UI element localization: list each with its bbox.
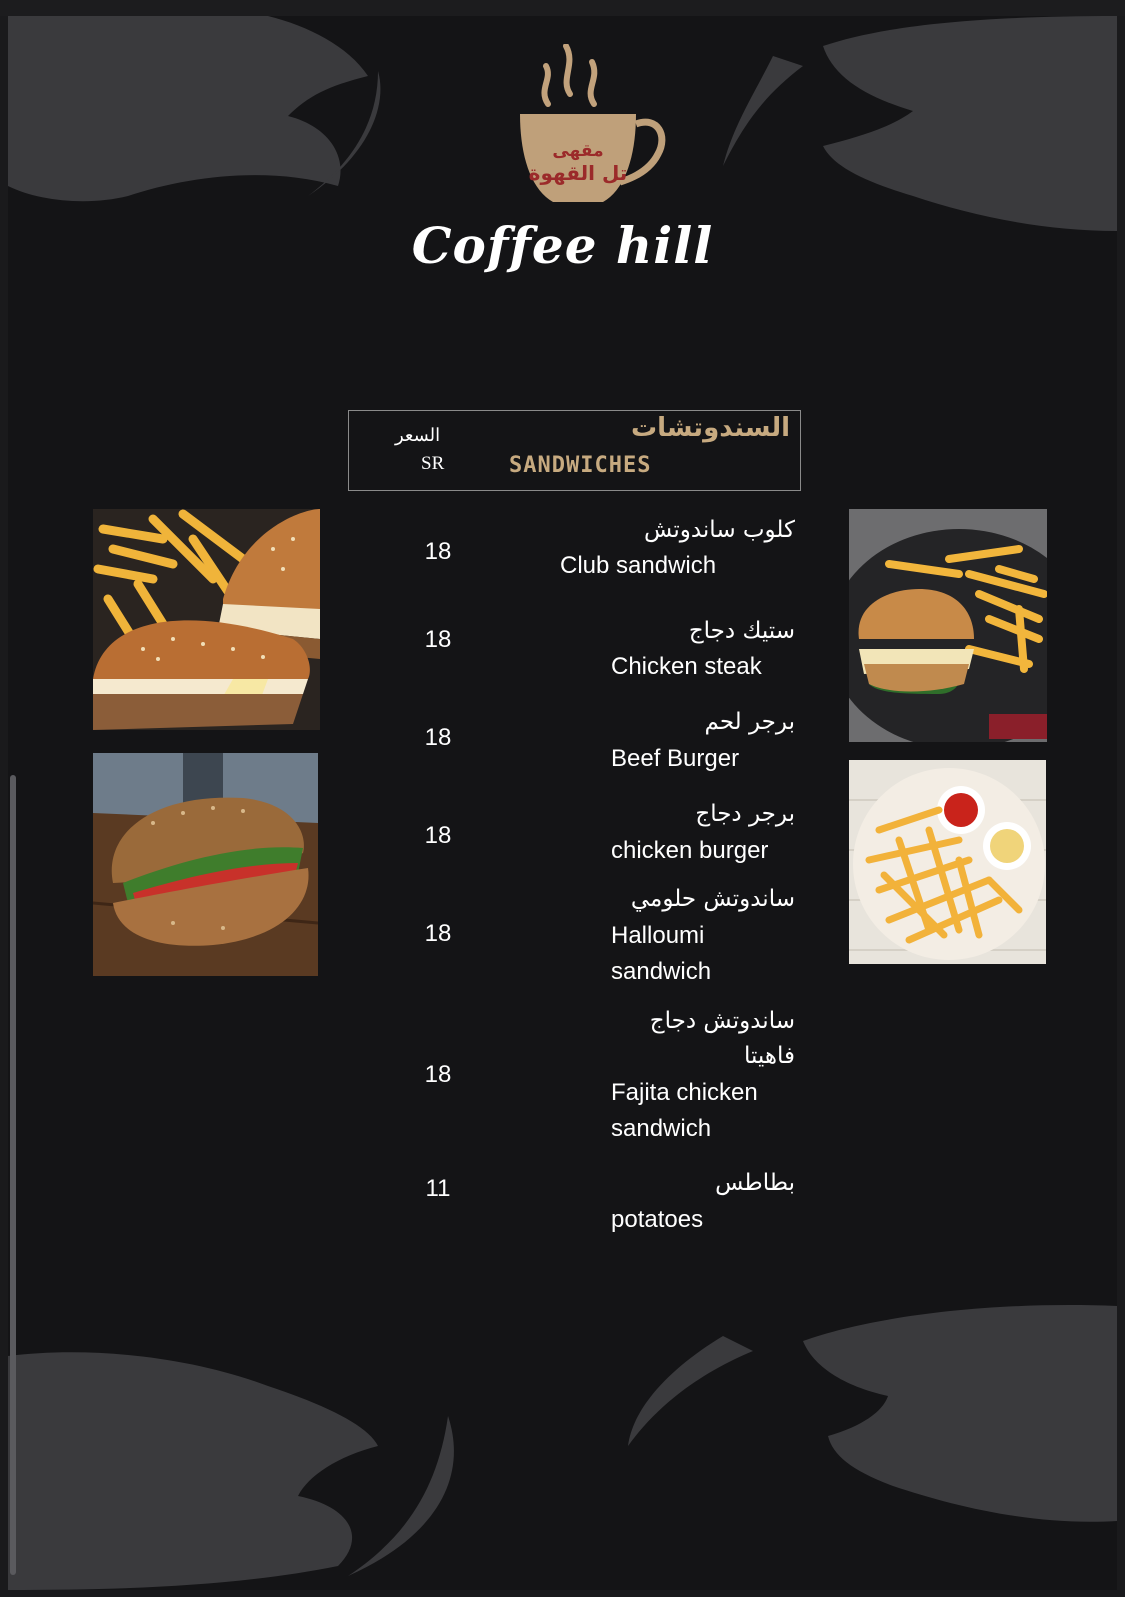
menu-item-name-english: Club sandwich <box>560 552 717 579</box>
section-header <box>348 410 801 491</box>
menu-item-price: 18 <box>424 920 452 947</box>
top-strip <box>0 0 1125 16</box>
menu-item-name-english: Halloumi sandwich <box>611 922 712 985</box>
brush-stroke-top-right <box>713 16 1117 236</box>
section-title-arabic: السندوتشات <box>630 413 790 443</box>
menu-item-price: 18 <box>424 822 452 849</box>
brush-stroke-top-left <box>8 16 408 216</box>
menu-item-name-arabic: بطاطس <box>715 1170 795 1196</box>
menu-item-name-arabic: برجر دجاج <box>695 801 795 827</box>
menu-item-name-arabic: برجر لحم <box>704 709 795 735</box>
menu-page <box>8 16 1117 1590</box>
menu-item-name-english: potatoes <box>611 1206 704 1233</box>
menu-item-name-english: chicken burger <box>611 837 769 864</box>
price-currency-label: SR <box>421 453 445 474</box>
menu-item-name-arabic: كلوب ساندوتش <box>644 517 795 543</box>
coffee-cup-logo <box>508 44 688 224</box>
menu-item-name-arabic: ستيك دجاج <box>688 618 795 644</box>
menu-item-name-arabic: ساندوتش حلومي <box>630 886 795 912</box>
menu-item-price: 11 <box>425 1175 451 1202</box>
club-sandwich-photo <box>93 509 320 730</box>
price-column-label: السعر <box>395 425 441 446</box>
menu-item-name-arabic: ساندوتش دجاج فاهيتا <box>649 1008 795 1069</box>
menu-item-name-english: Chicken steak <box>611 653 762 680</box>
section-title-english: SANDWICHES <box>509 453 652 478</box>
burger-with-fries-photo <box>849 509 1047 742</box>
svg-text:تل القهوة: تل القهوة <box>528 161 628 185</box>
brush-stroke-bottom-right <box>613 1296 1117 1536</box>
menu-item-name-english: Fajita chicken sandwich <box>611 1079 758 1142</box>
menu-item-price: 18 <box>424 724 452 751</box>
coffee-cup-icon <box>508 44 688 224</box>
sub-sandwich-photo <box>93 753 318 976</box>
svg-text:مقهى: مقهى <box>552 141 604 161</box>
brush-stroke-bottom-left <box>8 1326 488 1590</box>
fries-with-dips-photo <box>849 760 1046 964</box>
menu-item-name-english: Beef Burger <box>611 745 740 772</box>
menu-item-price: 18 <box>424 626 452 653</box>
menu-item-price: 18 <box>424 538 452 565</box>
brand-title: Coffee hill <box>411 216 714 275</box>
menu-item-price: 18 <box>424 1061 452 1088</box>
vertical-scrollbar[interactable] <box>10 775 16 1575</box>
